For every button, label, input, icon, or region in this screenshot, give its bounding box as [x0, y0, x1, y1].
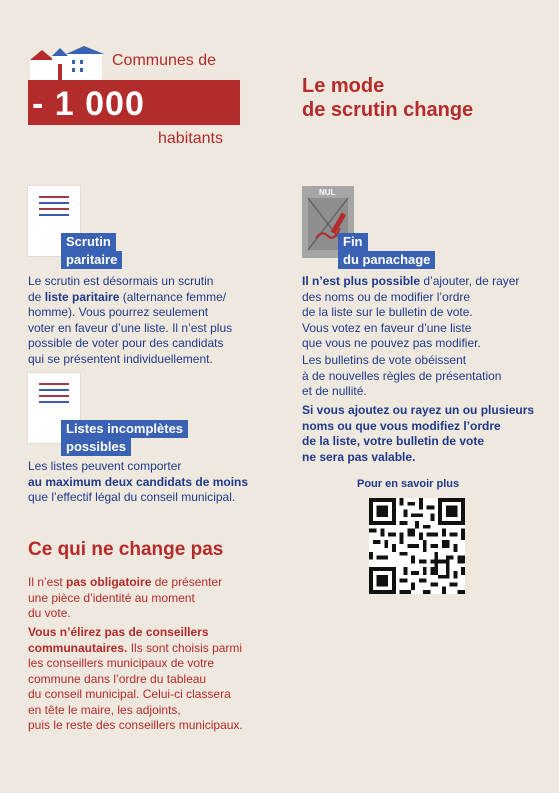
text-line: qui se présentent individuellement.	[28, 351, 213, 366]
text-line: les conseillers municipaux de votre	[28, 656, 215, 670]
panachage-text-3	[302, 403, 557, 465]
unchanged-text-1	[28, 575, 288, 622]
bold-span: communautaires.	[28, 640, 128, 655]
text-span: (alternance femme/	[119, 289, 227, 304]
text-line: homme). Vous pourrez seulement	[28, 305, 209, 319]
text-span: de	[28, 289, 45, 304]
text-line: de la liste, votre bulletin de vote	[302, 434, 485, 448]
page-title	[302, 74, 473, 122]
text-line: Vous votez en faveur d’une liste	[302, 320, 472, 335]
text-line: que vous ne pouvez pas modifier.	[302, 336, 481, 350]
text-span: Ils sont choisis parmi	[127, 640, 243, 655]
text-line: commune dans l’ordre du tableau	[28, 671, 207, 686]
listes-tag	[61, 420, 188, 456]
text-line: de la liste sur le bulletin de vote.	[302, 305, 473, 319]
listes-tag-line-1: Listes incomplètes	[61, 420, 188, 438]
bold-span: au maximum deux candidats de moins	[28, 474, 249, 489]
panachage-tag-line-2: du panachage	[338, 251, 435, 269]
text-line	[302, 274, 552, 290]
text-line: voter en faveur d’une liste. Il n’est plus	[28, 320, 233, 335]
text-span: d’ajouter, de rayer	[420, 274, 520, 288]
bold-span: Vous n’élirez pas de conseillers	[28, 625, 209, 639]
listes-tag-line-2: possibles	[61, 438, 131, 456]
text-line: Le scrutin est désormais un scrutin	[28, 274, 214, 288]
text-line	[28, 575, 288, 591]
bold-span: pas obligatoire	[66, 575, 152, 589]
text-line	[28, 290, 278, 306]
text-line: noms ou que vous modifiez l’ordre	[302, 418, 501, 433]
nul-label: NUL	[319, 188, 336, 197]
bold-span: Il n’est plus possible	[302, 274, 421, 288]
scrutin-tag	[61, 233, 122, 269]
unchanged-text-2	[28, 625, 298, 734]
text-line: une pièce d’identité au moment	[28, 590, 195, 605]
houses-icon	[28, 46, 108, 82]
text-line: Si vous ajoutez ou rayez un ou plusieurs	[302, 403, 535, 417]
text-line: puis le reste des conseillers municipaux.	[28, 718, 243, 732]
learn-more-label: Pour en savoir plus	[357, 478, 460, 490]
text-line	[28, 475, 278, 491]
title-line-2: de scrutin change	[302, 99, 474, 121]
text-line: Les listes peuvent comporter	[28, 459, 182, 473]
scrutin-tag-line-2: paritaire	[61, 251, 122, 269]
text-line: du conseil municipal. Celui-ci classera	[28, 687, 231, 701]
unchanged-title: Ce qui ne change pas	[28, 539, 224, 560]
qr-code-icon[interactable]	[369, 498, 465, 594]
scrutin-text	[28, 274, 278, 367]
text-line	[28, 641, 298, 657]
text-line: que l’effectif légal du conseil municipal.	[28, 490, 236, 504]
text-line: à de nouvelles règles de présentation	[302, 368, 502, 383]
bold-span: liste paritaire	[44, 289, 120, 304]
listes-text	[28, 459, 278, 506]
text-span: Il n’est	[28, 575, 67, 589]
text-line: en tête le maire, les adjoints,	[28, 702, 181, 717]
panachage-tag	[338, 233, 435, 269]
communes-de-label: Communes de	[112, 52, 217, 69]
text-line: du vote.	[28, 606, 71, 620]
text-line	[28, 625, 298, 641]
text-line: et de nullité.	[302, 384, 367, 398]
text-span: de présenter	[151, 575, 223, 589]
scrutin-tag-line-1: Scrutin	[61, 233, 116, 251]
population-number: - 1 000	[32, 85, 145, 123]
panachage-text-2	[302, 353, 552, 400]
text-line: possible de voter pour des candidats	[28, 336, 224, 350]
panachage-tag-line-1: Fin	[338, 233, 368, 251]
panachage-text-1	[302, 274, 552, 352]
habitants-label: habitants	[158, 130, 223, 147]
text-line: ne sera pas valable.	[302, 449, 416, 464]
text-line: Les bulletins de vote obéissent	[302, 353, 467, 367]
text-line: des noms ou de modifier l’ordre	[302, 289, 471, 304]
title-line-1: Le mode	[302, 75, 385, 97]
